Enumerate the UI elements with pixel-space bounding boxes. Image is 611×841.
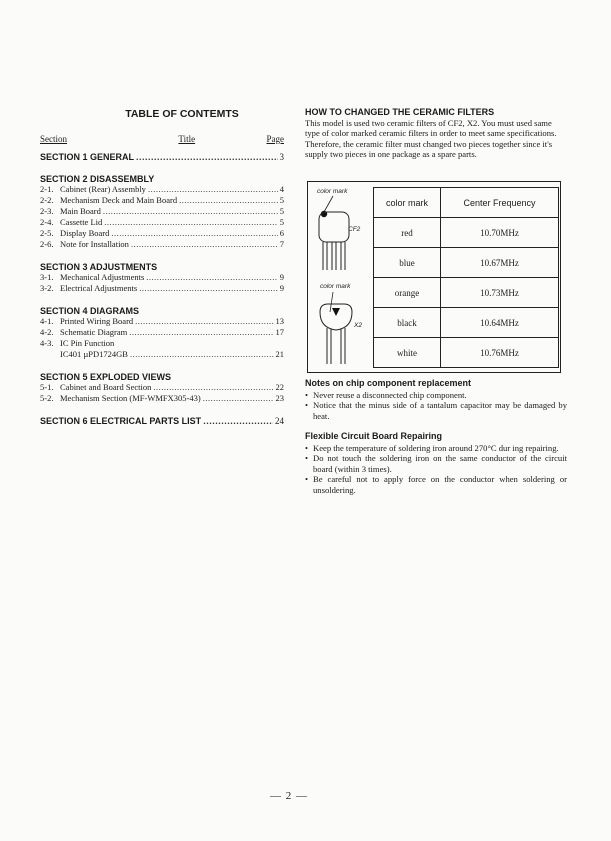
toc-section-2-heading: SECTION 2 DISASSEMBLY (40, 174, 155, 184)
ceramic-para-1: This model is used two ceramic filters of CF2, X2. You must used same type of color marked ceramic filters in order to meet same specifications. (305, 117, 557, 139)
flex-repair-list (305, 443, 567, 496)
x2-label: X2 (354, 322, 362, 329)
toc-entry[interactable]: IC401 µPD1724GB ..... 21 (40, 349, 284, 360)
toc-entry[interactable]: 2-1. Cabinet (Rear) Assembly ..... 4 (40, 184, 284, 195)
table-row: orange 10.73MHz (374, 278, 559, 308)
header-color-mark: color mark (374, 188, 441, 218)
toc-section-3-heading: SECTION 3 ADJUSTMENTS (40, 262, 158, 272)
list-item: • Be careful not to apply force on the conductor when soldering or unsoldering. (305, 474, 567, 495)
list-item: • Do not touch the soldering iron on the same conductor of the circuit board (within 3 times). (305, 453, 567, 474)
ceramic-filter-drawing (308, 182, 371, 372)
toc-entry[interactable]: 4-2. Schematic Diagram ..... 17 (40, 327, 284, 338)
toc-entry[interactable]: 2-6. Note for Installation ..... 7 (40, 239, 284, 250)
ceramic-filter-section (305, 107, 567, 160)
table-row: red 10.70MHz (374, 218, 559, 248)
toc-section-6[interactable] (40, 416, 284, 426)
table-row: blue 10.67MHz (374, 248, 559, 278)
toc-section-4-heading: SECTION 4 DIAGRAMS (40, 306, 140, 316)
toc-entry[interactable]: 2-3. Main Board ..... 5 (40, 206, 284, 217)
ceramic-filter-table (307, 181, 561, 373)
toc-entry[interactable]: 2-2. Mechanism Deck and Main Board ..... 5 (40, 195, 284, 206)
toc-entry[interactable]: 2-5. Display Board ..... 6 (40, 228, 284, 239)
toc-col-title: Title (178, 134, 196, 144)
cf2-filter-icon (319, 196, 349, 270)
toc-col-section: Section (40, 134, 67, 144)
toc-entry[interactable]: 3-2. Electrical Adjustments ..... 9 (40, 283, 284, 294)
table-of-contents (40, 108, 284, 426)
header-center-frequency: Center Frequency (441, 188, 559, 218)
toc-section-4[interactable] (40, 306, 284, 316)
toc-section-3[interactable] (40, 262, 284, 272)
cf2-label: CF2 (348, 226, 361, 233)
toc-entry[interactable]: 5-1. Cabinet and Board Section ..... 22 (40, 382, 284, 393)
toc-section-5[interactable] (40, 372, 284, 382)
toc-section-1[interactable] (40, 152, 284, 162)
toc-section-6-page: 24 (275, 416, 284, 426)
table-row: black 10.64MHz (374, 308, 559, 338)
toc-entry[interactable]: 4-1. Printed Wiring Board ..... 13 (40, 316, 284, 327)
toc-entry[interactable]: 2-4. Cassette Lid ..... 5 (40, 217, 284, 228)
frequency-table (373, 187, 559, 368)
page-number: — 2 — (270, 790, 308, 802)
table-row (374, 188, 559, 218)
table-row: white 10.76MHz (374, 338, 559, 368)
toc-section-1-page: 3 (279, 152, 284, 162)
color-mark-label-1: color mark (317, 188, 348, 195)
ceramic-heading: HOW TO CHANGED THE CERAMIC FILTERS (305, 107, 495, 117)
x2-filter-icon (320, 292, 352, 364)
toc-entry[interactable]: 4-3. IC Pin Function (40, 338, 115, 348)
ceramic-text (305, 118, 567, 160)
toc-column-headers (40, 134, 284, 144)
toc-section-2[interactable] (40, 174, 284, 184)
toc-section-1-heading: SECTION 1 GENERAL (40, 152, 135, 162)
chip-notes-list (305, 390, 567, 422)
toc-title: TABLE OF CONTEMTS (125, 108, 239, 120)
ceramic-filter-diagram (308, 182, 371, 372)
toc-section-6-heading: SECTION 6 ELECTRICAL PARTS LIST (40, 416, 202, 426)
list-item: • Notice that the minus side of a tantalum capacitor may be damaged by heat. (305, 400, 567, 421)
ceramic-para-2: Therefore, the ceramic filter must changed two pieces together since it's supply two pieces in one package as a spare parts. (305, 138, 553, 160)
toc-section-5-heading: SECTION 5 EXPLODED VIEWS (40, 372, 172, 382)
list-item: • Keep the temperature of soldering iron around 270°C dur ing repairing. (305, 443, 567, 454)
list-item: • Never reuse a disconnected chip component. (305, 390, 567, 401)
toc-entry[interactable]: 5-2. Mechanism Section (MF-WMFX305-43) ..... 23 (40, 393, 284, 404)
flex-repair-section (305, 431, 567, 496)
toc-col-page: Page (266, 134, 284, 144)
toc-entry[interactable]: 3-1. Mechanical Adjustments ..... 9 (40, 272, 284, 283)
flex-repair-heading: Flexible Circuit Board Repairing (305, 431, 443, 441)
color-mark-label-2: color mark (320, 283, 351, 290)
chip-notes-heading: Notes on chip component replacement (305, 378, 472, 388)
chip-notes-section (305, 378, 567, 421)
